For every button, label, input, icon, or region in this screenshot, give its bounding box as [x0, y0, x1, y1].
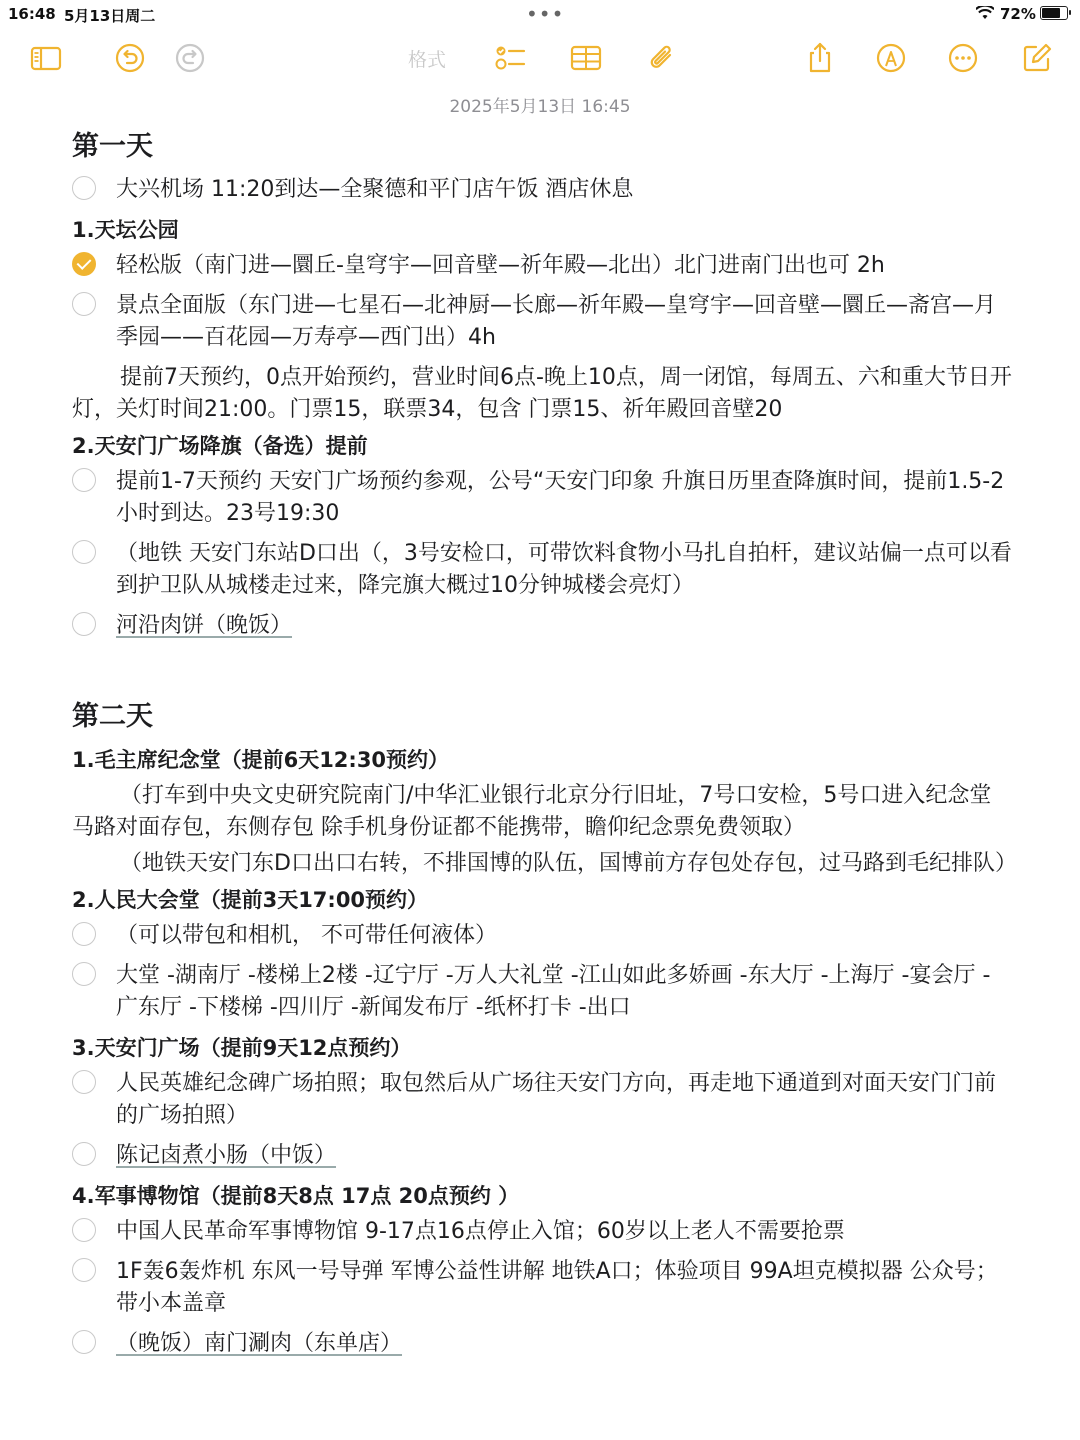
checklist-item: [72, 1068, 1012, 1132]
section-title: 2.人民大会堂（提前3天17:00预约）: [72, 888, 429, 912]
checkbox[interactable]: [72, 1258, 96, 1282]
checklist-item: [72, 1256, 1012, 1320]
checklist-item: [72, 174, 1012, 206]
format-button[interactable]: 格式: [407, 48, 446, 71]
status-time: 16:48: [8, 5, 56, 23]
more-icon[interactable]: [943, 38, 983, 78]
checklist-item: [72, 250, 1012, 282]
checklist-text: 大兴机场 11:20到达—全聚德和平门店午饭 酒店休息: [116, 177, 634, 202]
checkbox-checked[interactable]: [72, 252, 96, 276]
attachment-icon[interactable]: [642, 38, 682, 78]
section-title: 1.毛主席纪念堂（提前6天12:30预约）: [72, 748, 450, 772]
place-link[interactable]: 河沿肉饼（晚饭）: [116, 613, 293, 638]
checklist-item: [72, 466, 1012, 530]
compose-icon[interactable]: [1017, 38, 1057, 78]
note-body[interactable]: [72, 124, 1017, 1368]
checklist-item: [72, 960, 1012, 1024]
paragraph: 提前7天预约，0点开始预约，营业时间6点-晚上10点，周一闭馆，每周五、六和重大节日开灯，关灯时间21:00。门票15，联票34，包含 门票15、祈年殿回音壁20: [72, 365, 1012, 422]
checkbox[interactable]: [72, 922, 96, 946]
multitasking-dots[interactable]: •••: [526, 2, 565, 26]
checkbox[interactable]: [72, 1142, 96, 1166]
redo-icon[interactable]: [170, 38, 210, 78]
markup-icon[interactable]: [871, 38, 911, 78]
checkbox[interactable]: [72, 468, 96, 492]
section-title: 4.军事博物馆（提前8天8点 17点 20点预约 ）: [72, 1184, 520, 1208]
checklist-text: 提前1-7天预约 天安门广场预约参观，公号“天安门印象 升旗日历里查降旗时间，提前1.5-2小时到达。23号19:30: [116, 469, 1005, 526]
checklist-text: 轻松版（南门进—圜丘-皇穹宇—回音壁—祈年殿—北出）北门进南门出也可 2h: [116, 253, 885, 278]
checklist-item: [72, 538, 1012, 602]
checkbox[interactable]: [72, 962, 96, 986]
checklist-text: 人民英雄纪念碑广场拍照；取包然后从广场往天安门方向，再走地下通道到对面天安门门前的广场拍照）: [116, 1071, 997, 1128]
section-title: 2.天安门广场降旗（备选）提前: [72, 434, 368, 458]
section-title: 3.天安门广场（提前9天12点预约）: [72, 1036, 412, 1060]
checkbox[interactable]: [72, 1218, 96, 1242]
checklist-item: [72, 290, 1012, 354]
checklist-item: [72, 610, 1012, 642]
toolbar: [0, 38, 1080, 82]
paragraph: （打车到中央文史研究院南门/中华汇业银行北京分行旧址，7号口安检，5号口进入纪念堂马路对面存包，东侧存包 除手机身份证都不能携带，瞻仰纪念票免费领取）: [72, 783, 992, 840]
share-icon[interactable]: [800, 38, 840, 78]
undo-icon[interactable]: [110, 38, 150, 78]
checkbox[interactable]: [72, 540, 96, 564]
checkbox[interactable]: [72, 612, 96, 636]
status-bar: [0, 0, 1080, 28]
checkbox[interactable]: [72, 176, 96, 200]
day1-title: 第一天: [72, 131, 153, 162]
section-title: 1.天坛公园: [72, 218, 179, 242]
checklist-item: [72, 1328, 1012, 1360]
battery-percent: 72%: [1000, 5, 1036, 23]
checklist-text: 景点全面版（东门进—七星石—北神厨—长廊—祈年殿—皇穹宇—回音壁—圜丘—斋宫—月季园——百花园—万寿亭—西门出）4h: [116, 293, 997, 350]
checklist-item: [72, 920, 1012, 952]
checklist-text: （可以带包和相机， 不可带任何液体）: [116, 923, 497, 948]
place-link[interactable]: （晚饭）南门涮肉（东单店）: [116, 1331, 403, 1356]
table-icon[interactable]: [566, 38, 606, 78]
sidebar-icon[interactable]: [26, 38, 66, 78]
day2-title: 第二天: [72, 701, 153, 732]
battery-icon: [1040, 6, 1068, 20]
checklist-icon[interactable]: [490, 38, 530, 78]
checklist-text: 中国人民革命军事博物馆 9-17点16点停止入馆；60岁以上老人不需要抢票: [116, 1219, 845, 1244]
place-link[interactable]: 陈记卤煮小肠（中饭）: [116, 1143, 337, 1168]
checklist-text: 1F轰6轰炸机 东风一号导弹 军博公益性讲解 地铁A口；体验项目 99A坦克模拟器 公众号；带小本盖章: [116, 1259, 998, 1316]
checklist-item: [72, 1216, 1012, 1248]
checkbox[interactable]: [72, 292, 96, 316]
checkbox[interactable]: [72, 1070, 96, 1094]
wifi-icon: [976, 6, 994, 24]
checkbox[interactable]: [72, 1330, 96, 1354]
checklist-text: 大堂 -湖南厅 -楼梯上2楼 -辽宁厅 -万人大礼堂 -江山如此多娇画 -东大厅 -上海厅 -宴会厅 -广东厅 -下楼梯 -四川厅 -新闻发布厅 -纸杯打卡 -出口: [116, 963, 991, 1020]
checklist-item: [72, 1140, 1012, 1172]
checklist-text: （地铁 天安门东站D口出（，3号安检口，可带饮料食物小马扎自拍杆，建议站偏一点可以看到护卫队从城楼走过来，降完旗大概过10分钟城楼会亮灯）: [116, 541, 1012, 598]
paragraph: （地铁天安门东D口出口右转，不排国博的队伍，国博前方存包处存包，过马路到毛纪排队）: [120, 851, 1017, 876]
status-date: 5月13日周二: [64, 7, 156, 25]
note-date: 2025年5月13日 16:45: [449, 97, 631, 117]
spacer: [72, 650, 1012, 694]
